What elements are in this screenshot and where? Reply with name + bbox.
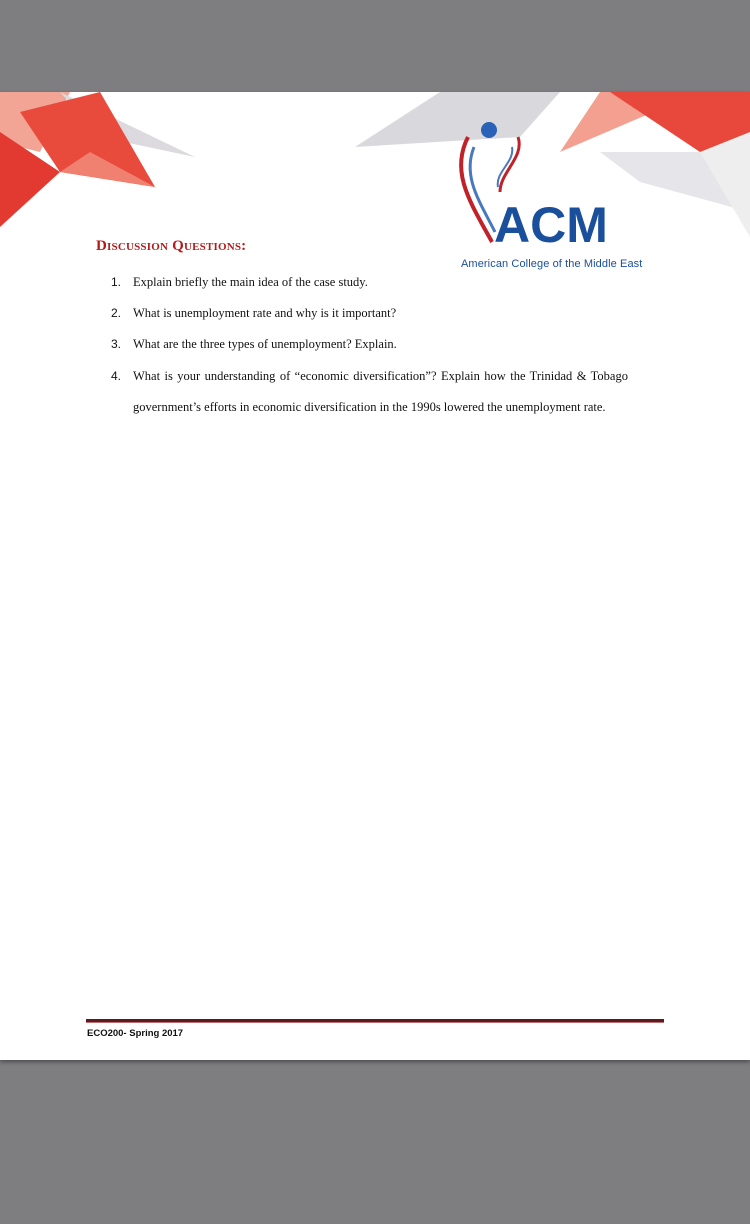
- section-heading: Discussion Questions:: [96, 238, 247, 254]
- item-text: What is your understanding of “economic diversification”? Explain how the Trinidad & Tobago: [133, 369, 628, 383]
- item-text-continuation: government’s efforts in economic diversification in the 1990s lowered the unemployment rate.: [133, 400, 606, 414]
- item-number: 2.: [111, 306, 122, 320]
- footer-text: ECO200- Spring 2017: [87, 1028, 184, 1039]
- header-decoration: [0, 92, 750, 252]
- logo-full-name: American College of the Middle East: [461, 258, 643, 270]
- logo-abbreviation: ACM: [494, 197, 608, 253]
- item-number: 4.: [111, 369, 122, 383]
- item-text: What is unemployment rate and why is it important?: [133, 306, 397, 320]
- item-text: Explain briefly the main idea of the case study.: [133, 275, 368, 289]
- item-number: 3.: [111, 337, 122, 351]
- item-number: 1.: [111, 275, 122, 289]
- document-page: [0, 92, 750, 1060]
- item-text: What are the three types of unemployment? Explain.: [133, 337, 397, 351]
- footer-rule: [86, 1019, 664, 1023]
